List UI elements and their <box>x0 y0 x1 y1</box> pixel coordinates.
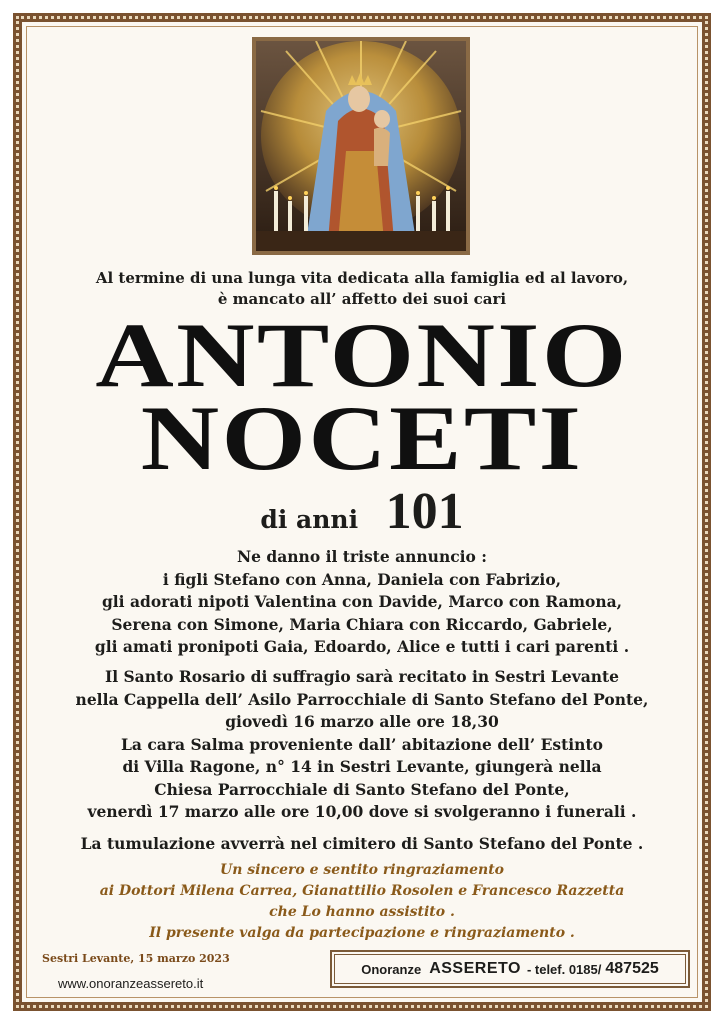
ceremony-line: nella Cappella dell’ Asilo Parrocchiale di Santo Stefano del Ponte, <box>75 689 649 709</box>
announcement-line: i figli Stefano con Anna, Daniela con Fabrizio, <box>162 569 562 589</box>
ceremony-line: giovedì 16 marzo alle ore 18,30 <box>225 712 499 731</box>
thanks-line: ai Dottori Milena Carrea, Gianattilio Rosolen e Francesco Razzetta <box>99 883 625 899</box>
deceased-first-name: ANTONIO <box>95 304 629 406</box>
ceremony-line: La cara Salma proveniente dall’ abitazione dell’ Estinto <box>121 734 603 754</box>
website-link[interactable]: www.onoranzeassereto.it <box>58 976 204 991</box>
announcement-line: gli amati pronipoti Gaia, Edoardo, Alice e tutti i cari parenti . <box>94 637 630 656</box>
announcement-text <box>30 546 694 659</box>
age-row <box>30 482 694 541</box>
agency-box-inner <box>334 954 686 984</box>
ceremony-line: venerdì 17 marzo alle ore 10,00 dove si svolgeranno i funerali . <box>87 802 637 821</box>
place-date: Sestri Levante, 15 marzo 2023 <box>42 952 230 965</box>
thanks-text <box>30 860 694 944</box>
age-value: 101 <box>385 483 464 540</box>
ceremony-line: Il Santo Rosario di suffragio sarà recitato in Sestri Levante <box>104 667 620 686</box>
announcement-line: Serena con Simone, Maria Chiara con Riccardo, Gabriele, <box>111 614 613 634</box>
agency-phone-label: - telef. 0185/ <box>526 961 602 977</box>
agency-prefix: Onoranze <box>361 961 422 977</box>
announcement-line: Ne danno il triste annuncio : <box>236 547 487 566</box>
intro-line: Al termine di una lunga vita dedicata alla famiglia ed al lavoro, <box>95 269 629 287</box>
ceremony-line: di Villa Ragone, n° 14 in Sestri Levante, giungerà nella <box>122 757 602 776</box>
age-label: di anni <box>260 505 359 534</box>
ceremony-text <box>30 666 694 824</box>
intro-line: è mancato all’ affetto dei suoi cari <box>217 290 507 308</box>
burial-text <box>30 833 694 855</box>
agency-phone-number: 487525 <box>605 960 659 977</box>
burial-line: La tumulazione avverrà nel cimitero di Santo Stefano del Ponte . <box>80 834 644 853</box>
madonna-photo <box>252 37 470 255</box>
ceremony-line: Chiesa Parrocchiale di Santo Stefano del Ponte, <box>154 779 570 799</box>
deceased-last-name: NOCETI <box>140 387 584 489</box>
thanks-line: Il presente valga da partecipazione e ringraziamento . <box>149 925 575 941</box>
thanks-line: Un sincero e sentito ringraziamento <box>219 862 505 878</box>
thanks-line: che Lo hanno assistito . <box>269 904 455 920</box>
agency-name: ASSERETO <box>429 960 521 977</box>
announcement-line: gli adorati nipoti Valentina con Davide, Marco con Ramona, <box>101 592 623 611</box>
agency-box <box>330 950 690 988</box>
